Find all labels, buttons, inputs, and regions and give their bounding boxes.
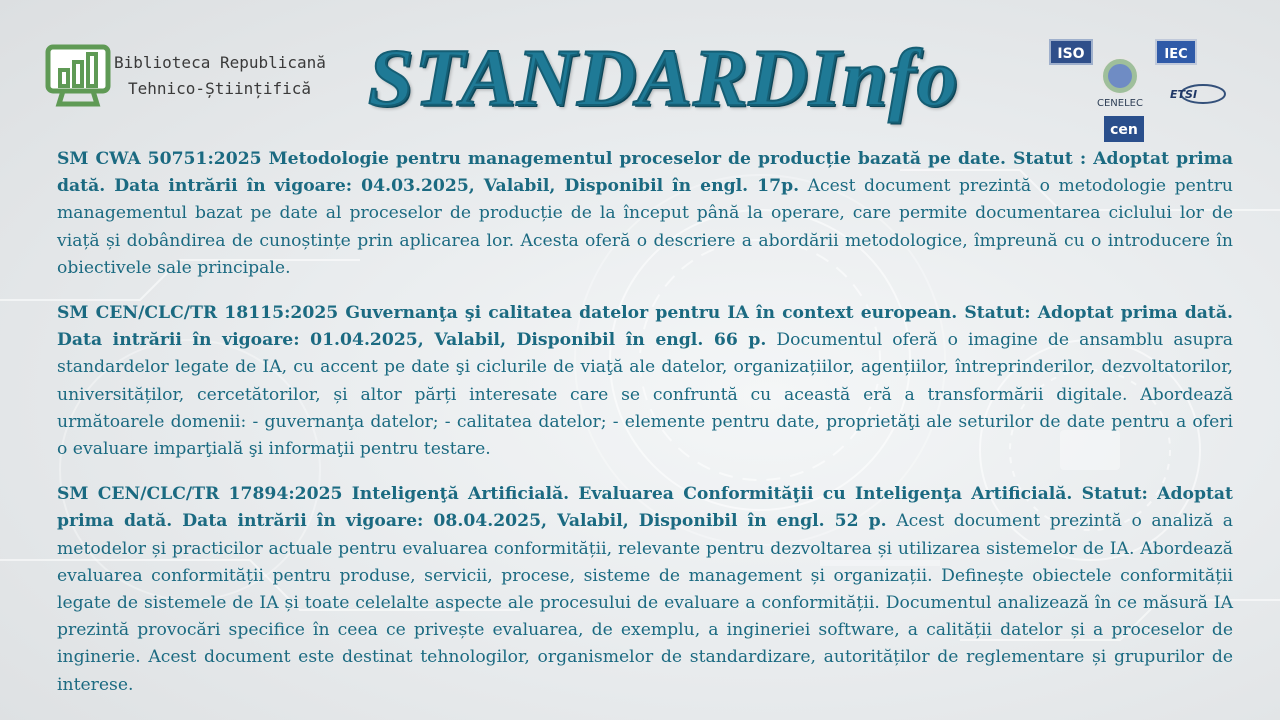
standards-organizations-logos xyxy=(1040,36,1240,146)
library-name xyxy=(114,50,326,102)
etsi-logo xyxy=(1170,85,1225,103)
iec-logo xyxy=(1156,40,1196,64)
standard-title: SM CEN/CLC/TR 18115:2025 Guvernanţa şi calitatea datelor pentru IA în context european. Statut: Adoptat prima dată. Data intrării în vigoare: 01.04.2025, Valabil, Disponibil în engl. 66 p. xyxy=(57,303,1233,351)
svg-text:CENELEC: CENELEC xyxy=(1097,98,1143,109)
library-name-line2: Tehnico-Științifică xyxy=(128,79,312,98)
standard-entry xyxy=(57,300,1233,463)
cenelec-globe-logo xyxy=(1097,58,1143,109)
brand-title: STANDARDInfo xyxy=(368,32,959,123)
svg-text:IEC: IEC xyxy=(1164,47,1188,62)
standard-description: Acest document prezintă o analiză a metodelor și practicilor actuale pentru evaluarea conformității, relevante pentru dezvoltarea și utilizarea sistemelor de IA. Abordează evaluarea conformității pentru produse, servicii, procese, sisteme de management și organizații. Definește obiectele conformității legate de sistemele de IA și toate celelalte aspecte ale procesului de evaluare a conformității. Documentul analizează în ce măsură IA prezintă provocări specifice în ceea ce privește evaluarea, de exemplu, a ingineriei software, a calității datelor și a proceselor de inginerie. Acest document este destinat tehnologilor, organismelor de standardizare, autorităților de reglementare și grupurilor de interese. xyxy=(57,511,1233,695)
svg-text:ISO: ISO xyxy=(1057,46,1085,62)
svg-text:cen: cen xyxy=(1110,122,1138,138)
standard-entry xyxy=(57,481,1233,699)
library-logo xyxy=(45,44,111,108)
standard-description: Acest document prezintă o metodologie pentru managementul bazat pe date al proceselor de producție de la început până la operare, care permite documentarea ciclului lor de viață și dobândirea de cunoștințe prin aplicarea lor. Acesta oferă o descriere a abordării metodologice, împreună cu o introducere în obiectivele sale principale. xyxy=(57,176,1234,278)
standard-entry xyxy=(57,146,1233,282)
iso-logo xyxy=(1050,40,1092,64)
standard-title: SM CWA 50751:2025 Metodologie pentru managementul proceselor de producție bazată pe date. Statut : Adoptat prima dată. Data intrării în vigoare: 04.03.2025, Valabil, Disponibil în engl. 17p. xyxy=(57,149,1233,197)
standard-description: Documentul oferă o imagine de ansamblu asupra standardelor legate de IA, cu accent pe date şi ciclurile de viaţă ale datelor, organizațiilor, agențiilor, întreprinderilor, dezvoltatorilor, universităților, cercetătorilor, și altor părți interesate care se confruntă cu această eră a transformării digitale. Abordează următoarele domenii: - guvernanţa datelor; - calitatea datelor; - elemente pentru date, proprietăţi ale seturilor de date pentru a oferi o evaluare imparţială şi informaţii pentru testare. xyxy=(57,330,1233,460)
cen-logo xyxy=(1104,116,1144,142)
standards-list xyxy=(57,146,1233,717)
library-name-line1: Biblioteca Republicană xyxy=(114,53,326,72)
standard-title: SM CEN/CLC/TR 17894:2025 Inteligenţă Artificială. Evaluarea Conformităţii cu Inteligenţa Artificială. Statut: Adoptat prima dată. Data intrării în vigoare: 08.04.2025, Valabil, Disponibil în engl. 52 p. xyxy=(57,484,1233,532)
svg-text:ETSI: ETSI xyxy=(1170,88,1198,101)
